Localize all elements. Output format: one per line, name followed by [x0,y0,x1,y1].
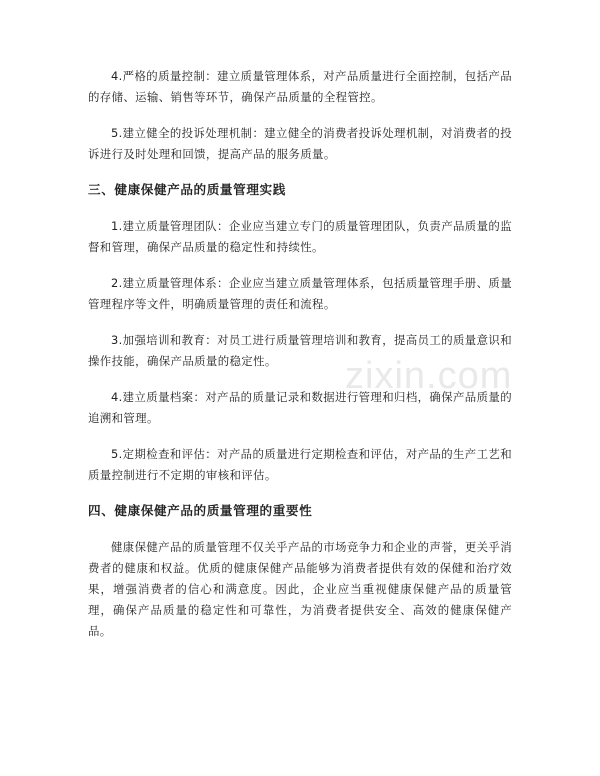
paragraph-periodic-inspection: 5.定期检查和评估：对产品的质量进行定期检查和评估，对产品的生产工艺和质量控制进行不定期的审核和评估。 [88,447,512,482]
paragraph-complaint-mechanism: 5.建立健全的投诉处理机制：建立健全的消费者投诉处理机制，对消费者的投诉进行及时处理和回馈，提高产品的服务质量。 [88,126,512,161]
paragraph-quality-team: 1.建立质量管理团队：企业应当建立专门的质量管理团队，负责产品质量的监督和管理，确保产品质量的稳定性和持续性。 [88,219,512,254]
paragraph-quality-system: 2.建立质量管理体系：企业应当建立质量管理体系，包括质量管理手册、质量管理程序等文件，明确质量管理的责任和流程。 [88,276,512,311]
section-heading-practice: 三、健康保健产品的质量管理实践 [88,182,286,197]
paragraph-training: 3.加强培训和教育：对员工进行质量管理培训和教育，提高员工的质量意识和操作技能，确保产品质量的稳定性。 [88,333,512,368]
document-content [88,66,512,657]
paragraph-strict-quality-control: 4.严格的质量控制：建立质量管理体系，对产品质量进行全面控制，包括产品的存储、运输、销售等环节，确保产品质量的全程管控。 [88,69,512,104]
section-heading-importance: 四、健康保健产品的质量管理的重要性 [88,503,313,518]
paragraph-quality-records: 4.建立质量档案：对产品的质量记录和数据进行管理和归档，确保产品质量的追溯和管理。 [88,390,512,425]
watermark: zixin.com [345,355,513,397]
paragraph-importance-body: 健康保健产品的质量管理不仅关乎产品的市场竞争力和企业的声誉，更关乎消费者的健康和权益。优质的健康保健产品能够为消费者提供有效的保健和治疗效果，增强消费者的信心和满意度。因此，企业应当重视健康保健产品的质量管理，确保产品质量的稳定性和可靠性，为消费者提供安全、高效的健康保健产品。 [88,540,512,638]
